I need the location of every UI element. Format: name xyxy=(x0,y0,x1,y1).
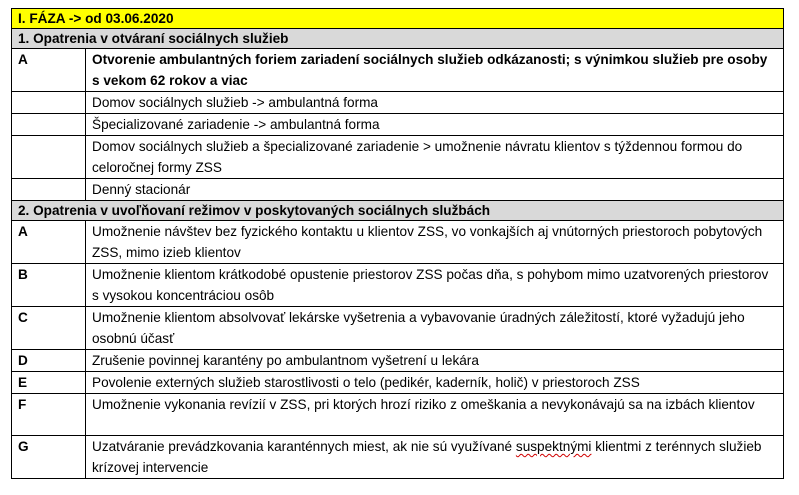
row-text: Denný stacionár xyxy=(86,179,784,201)
row-text: Umožnenie klientom krátkodobé opustenie priestorov ZSS počas dňa, s pohybom mimo uzatvorených priestorov s vysokou koncentráciou osôb xyxy=(86,264,784,307)
row-text xyxy=(86,436,784,479)
row-text: Povolenie externých služieb starostlivosti o telo (pedikér, kaderník, holič) v priestoroch ZSS xyxy=(86,372,784,394)
row-text: Umožnenie návštev bez fyzického kontaktu u klientov ZSS, vo vonkajších aj vnútorných priestoroch pobytových ZSS, mimo izieb klientov xyxy=(86,221,784,264)
row-text-end: klientmi z terénnych služieb krízovej intervencie xyxy=(92,439,762,475)
section-2-title: 2. Opatrenia v uvoľňovaní režimov v poskytovaných sociálnych službách xyxy=(12,201,784,221)
row-text: Špecializované zariadenie -> ambulantná forma xyxy=(86,114,784,136)
row-letter: G xyxy=(12,436,86,479)
row-letter: A xyxy=(12,49,86,92)
row-letter xyxy=(12,114,86,136)
phase-header-row xyxy=(12,9,784,29)
table-row xyxy=(12,179,784,201)
row-letter: C xyxy=(12,307,86,350)
spellcheck-flagged-word[interactable]: suspektnými xyxy=(515,439,592,454)
table-row xyxy=(12,49,784,92)
row-letter: B xyxy=(12,264,86,307)
table-row xyxy=(12,221,784,264)
row-text: Zrušenie povinnej karantény po ambulantnom vyšetrení u lekára xyxy=(86,350,784,372)
table-row xyxy=(12,436,784,479)
row-letter: A xyxy=(12,221,86,264)
row-text-start: Uzatváranie prevádzkovania karanténnych miest, ak nie sú využívané xyxy=(92,439,516,454)
row-text: Domov sociálnych služieb a špecializované zariadenie > umožnenie návratu klientov s týždennou formou do celoročnej formy ZSS xyxy=(86,136,784,179)
table-row xyxy=(12,372,784,394)
table-row xyxy=(12,264,784,307)
row-text: Otvorenie ambulantných foriem zariadení sociálnych služieb odkázanosti; s výnimkou služieb pre osoby s vekom 62 rokov a viac xyxy=(86,49,784,92)
row-letter xyxy=(12,136,86,179)
table-row xyxy=(12,136,784,179)
phase-title: I. FÁZA -> od 03.06.2020 xyxy=(12,9,784,29)
row-text: Umožnenie klientom absolvovať lekárske vyšetrenia a vybavovanie úradných záležitostí, ktoré vyžadujú jeho osobnú účasť xyxy=(86,307,784,350)
row-letter xyxy=(12,179,86,201)
row-letter: D xyxy=(12,350,86,372)
table-row xyxy=(12,92,784,114)
section-2-header-row xyxy=(12,201,784,221)
row-letter: E xyxy=(12,372,86,394)
row-letter xyxy=(12,92,86,114)
row-text: Domov sociálnych služieb -> ambulantná forma xyxy=(86,92,784,114)
table-row xyxy=(12,307,784,350)
table-row xyxy=(12,394,784,436)
section-1-title: 1. Opatrenia v otváraní sociálnych služieb xyxy=(12,29,784,49)
row-text: Umožnenie vykonania revízií v ZSS, pri ktorých hrozí riziko z omeškania a nevykonávajú sa na izbách klientov xyxy=(86,394,784,436)
section-1-header-row xyxy=(12,29,784,49)
measures-table xyxy=(11,8,784,479)
table-row xyxy=(12,114,784,136)
row-letter: F xyxy=(12,394,86,436)
table-row xyxy=(12,350,784,372)
